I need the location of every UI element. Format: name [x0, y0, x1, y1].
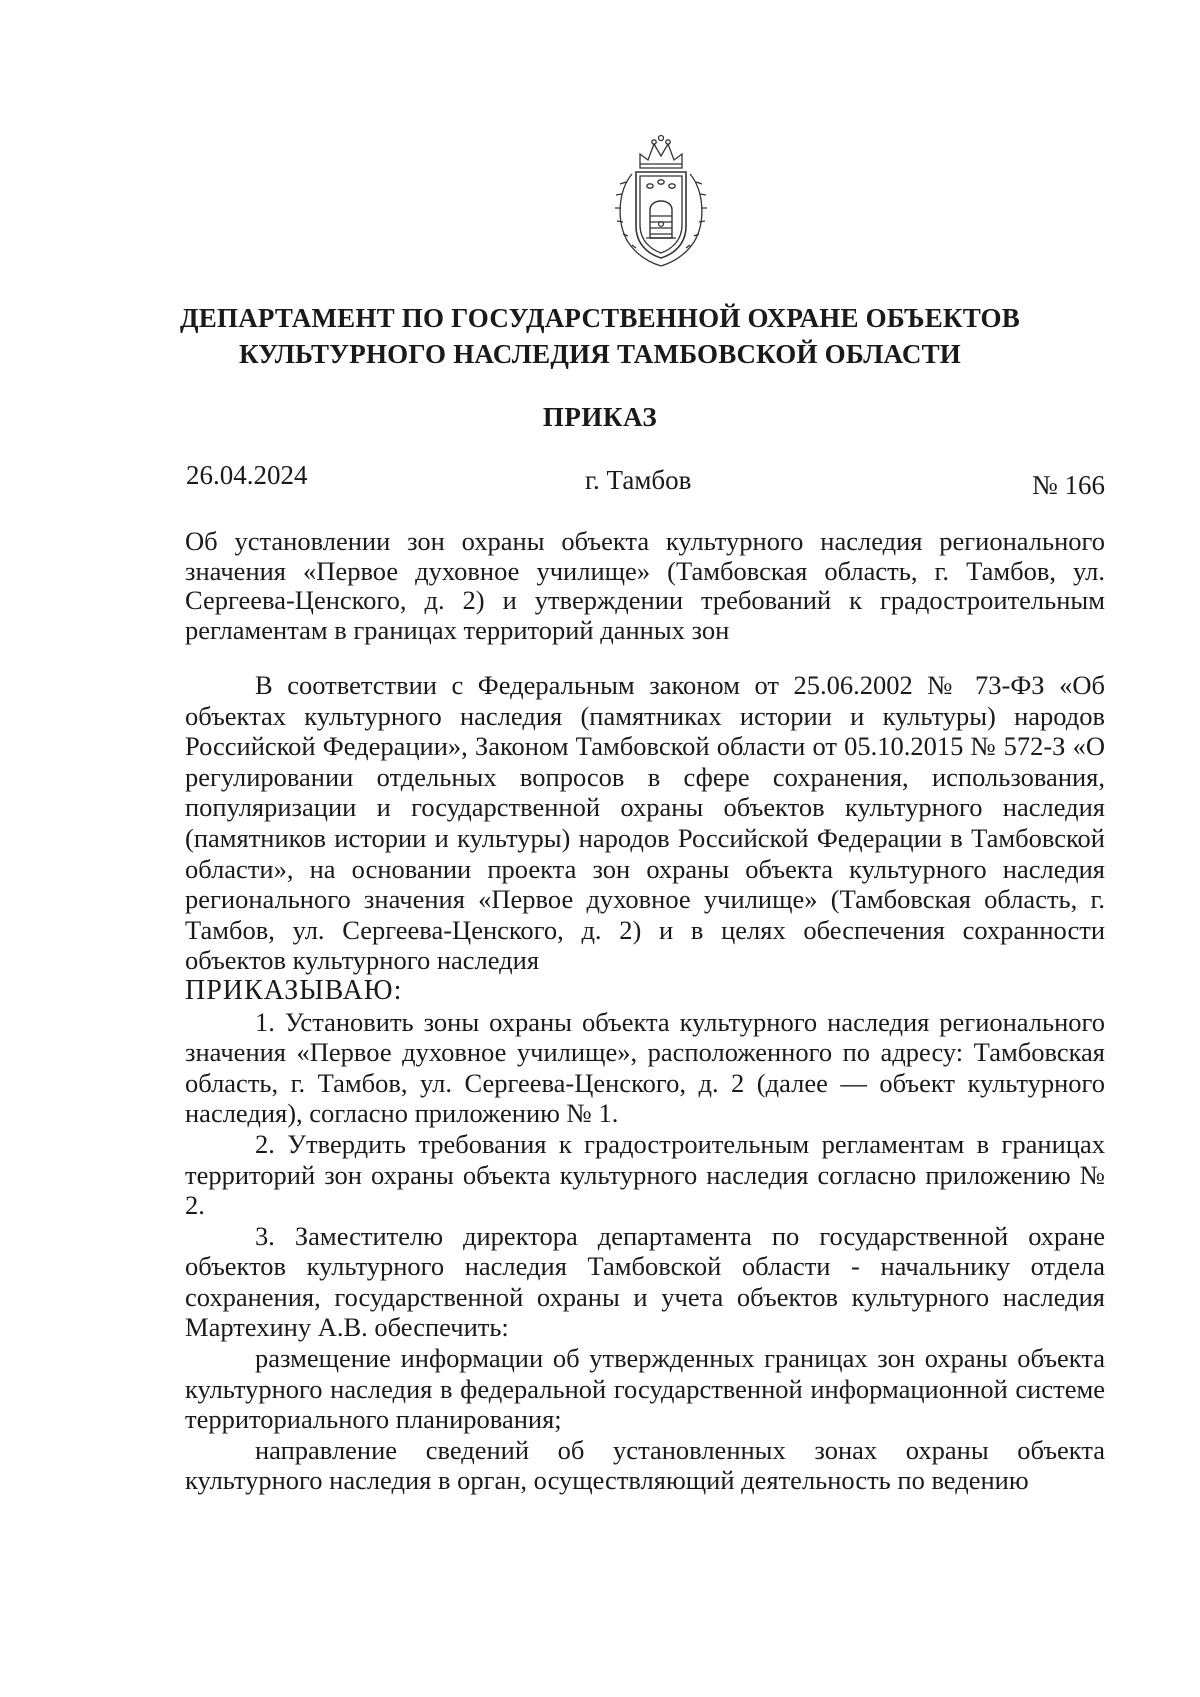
- document-date: 26.04.2024: [186, 460, 308, 490]
- order-item-3: 3. Заместителю директора департамента по государственной охране объектов культурного наследия Тамбовской области - начальнику отдела сохранения, государственной охраны и учета объектов культурного наследия Мартехину А.В. обеспечить:: [185, 1220, 1105, 1343]
- order-item-2: 2. Утвердить требования к градостроительным регламентам в границах территорий зон охраны объекта культурного наследия согласно приложению № 2.: [185, 1128, 1105, 1221]
- document-subject: Об установлении зон охраны объекта культурного наследия регионального значения «Первое духовное училище» (Тамбовская область, г. Тамбов, ул. Сергеева-Ценского, д. 2) и утверждении требований к градостроительным регламентам в границах территорий данных зон: [185, 526, 1105, 645]
- department-name-line2: КУЛЬТУРНОГО НАСЛЕДИЯ ТАМБОВСКОЙ ОБЛАСТИ: [239, 339, 961, 369]
- department-name-line1: ДЕПАРТАМЕНТ ПО ГОСУДАРСТВЕННОЙ ОХРАНЕ ОБЪЕКТОВ: [180, 303, 1020, 333]
- document-type-title: ПРИКАЗ: [542, 402, 658, 432]
- document-city: г. Тамбов: [585, 465, 692, 495]
- document-number: № 166: [1031, 470, 1105, 500]
- order-word: ПРИКАЗЫВАЮ:: [185, 974, 403, 1006]
- document-body: [185, 670, 1105, 1496]
- coat-of-arms-emblem: [610, 130, 712, 272]
- order-item-3-subitem-a: размещение информации об утвержденных границах зон охраны объекта культурного наследия в федеральной государственной информационной системе территориального планирования;: [185, 1343, 1105, 1435]
- order-item-3-subitem-b: направление сведений об установленных зонах охраны объекта культурного наследия в орган, осуществляющий деятельность по ведению: [185, 1434, 1105, 1496]
- order-item-1: 1. Установить зоны охраны объекта культурного наследия регионального значения «Первое духовное училище», расположенного по адресу: Тамбовская область, г. Тамбов, ул. Сергеева-Ценского, д. 2 (далее — объект культурного наследия), согласно приложению № 1.: [185, 1006, 1105, 1129]
- preamble-paragraph: В соответствии с Федеральным законом от 25.06.2002 № 73-ФЗ «Об объектах культурного наследия (памятниках истории и культуры) народов Российской Федерации», Законом Тамбовской области от 05.10.2015 № 572-З «О регулировании отдельных вопросов в сфере сохранения, использования, популяризации и государственной охраны объектов культурного наследия (памятников истории и культуры) народов Российской Федерации в Тамбовской области», на основании проекта зон охраны объекта культурного наследия регионального значения «Первое духовное училище» (Тамбовская область, г. Тамбов, ул. Сергеева-Ценского, д. 2) и в целях обеспечения сохранности объектов культурного наследия: [185, 670, 1105, 976]
- department-header: [150, 300, 1050, 372]
